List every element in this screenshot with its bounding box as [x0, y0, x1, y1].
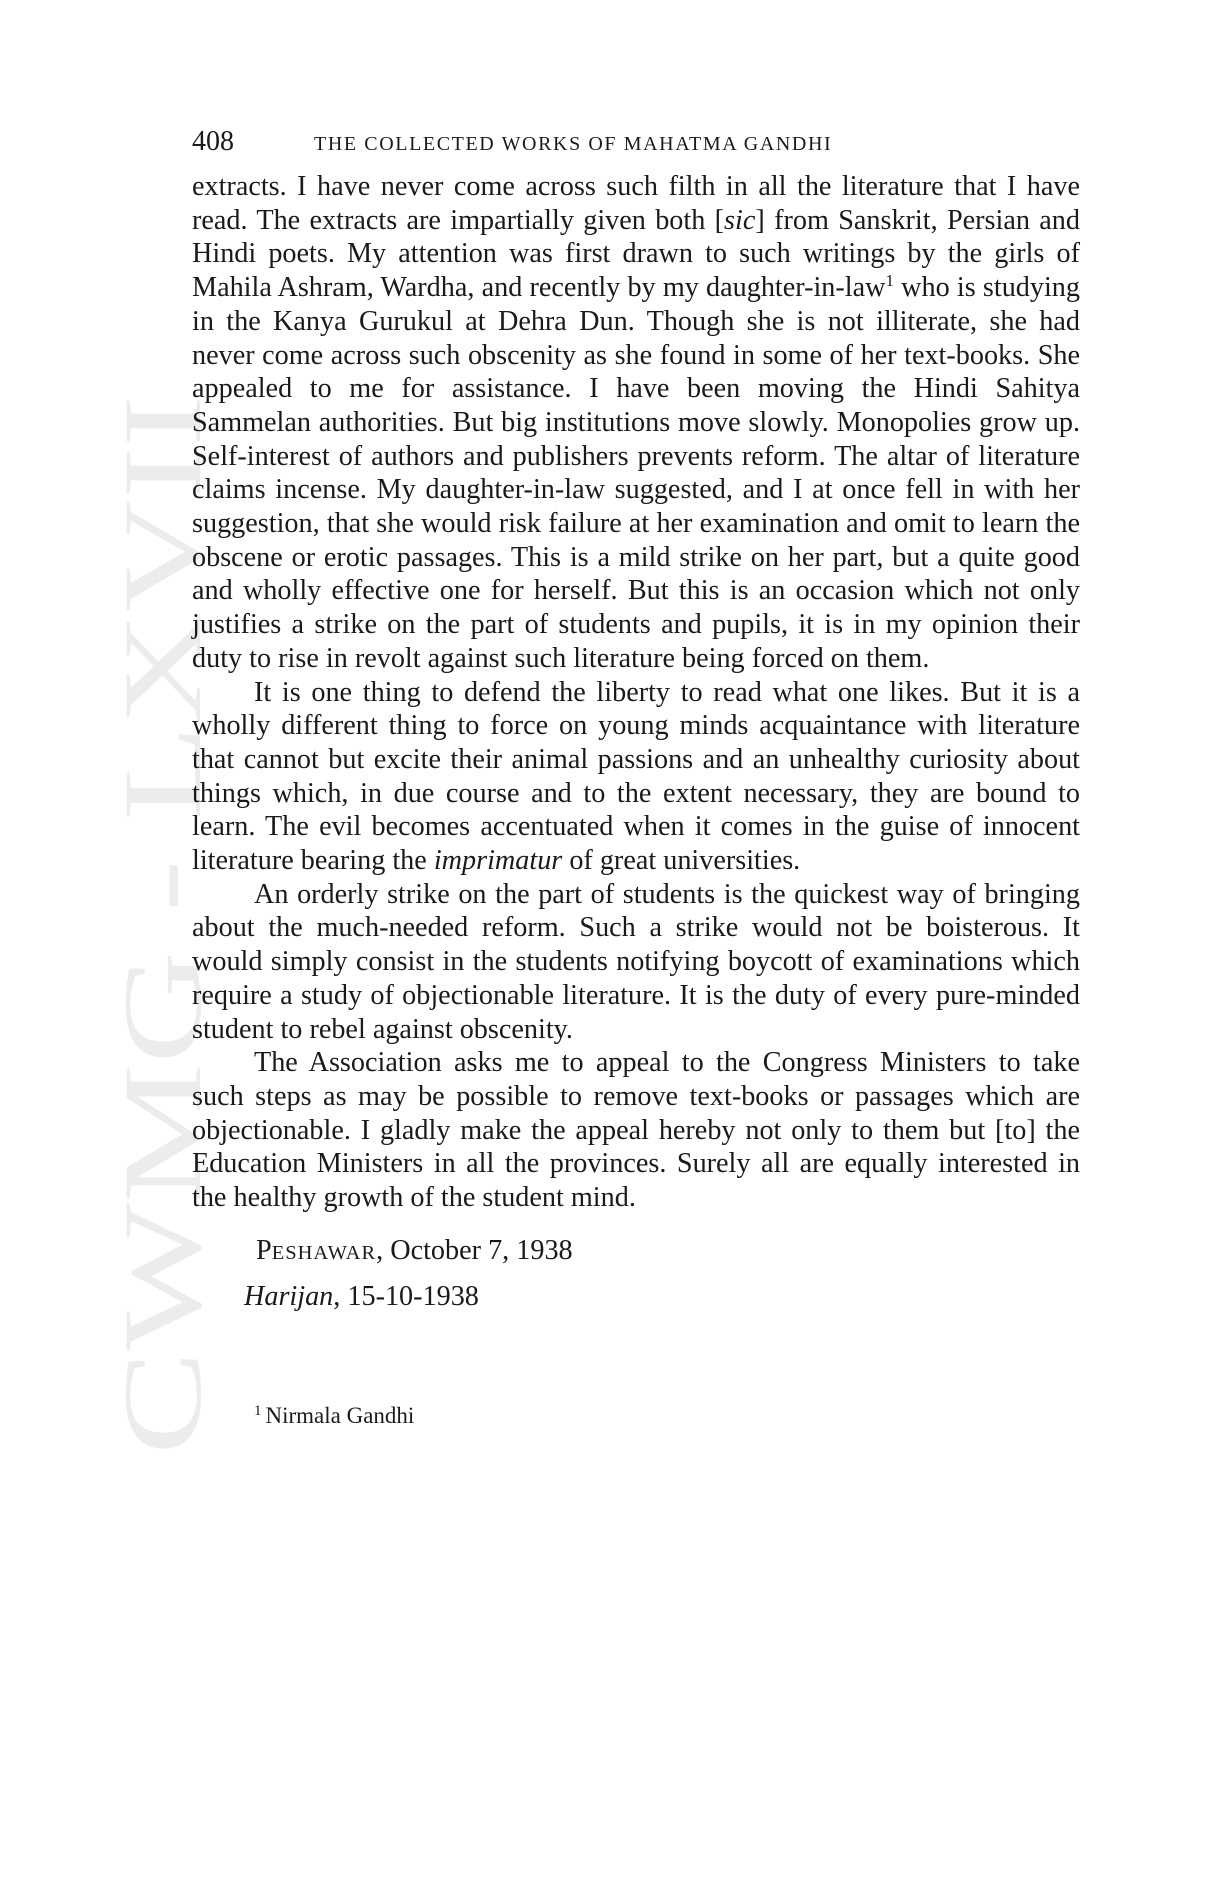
source-date: , 15-10-1938	[333, 1280, 479, 1312]
paragraph-1-text-a: extracts. I have never come across such filth in all the literature that I have read. The extracts are impartially given both [	[192, 171, 1080, 236]
dateline-place-initial: P	[256, 1234, 272, 1266]
dateline-date: , October 7, 1938	[376, 1234, 573, 1266]
paragraph-2	[192, 676, 1080, 878]
footnote-text: Nirmala Gandhi	[265, 1402, 415, 1428]
paragraph-2-text-b: of great universities.	[562, 845, 801, 877]
sic-note: sic	[724, 204, 756, 236]
page	[192, 126, 1080, 1431]
page-header	[192, 126, 1080, 170]
watermark-text: CWMG - LXVII	[101, 696, 225, 1455]
paragraph-4: The Association asks me to appeal to the Congress Ministers to take such steps as may be possible to remove text-books or passages which are objectionable. I gladly make the appeal hereby not only to them but [to] the Education Ministers in all the provinces. Surely all are equally interested in the healthy growth of the student mind.	[192, 1047, 1080, 1214]
imprimatur-term: imprimatur	[433, 845, 563, 877]
paragraph-1-text-c: who is studying in the Kanya Gurukul at Dehra Dun. Though she is not illiterate, she had never come across such obscenity as she found in some of her text-books. She appealed to me for assistance. I have been moving the Hindi Sahitya Sammelan authorities. But big institutions move slowly. Monopolies grow up. Self-interest of authors and publishers prevents reform. The altar of literature claims incense. My daughter-in-law suggested, and I at once fell in with her suggestion, that she would risk failure at her examination and omit to learn the obscene or erotic passages. This is a mild strike on her part, but a quite good and wholly effective one for herself. But this is an occasion which not only justifies a strike on the part of students and pupils, it is in my opinion their duty to rise in revolt against such literature being forced on them.	[192, 272, 1080, 674]
source-publication: Harijan	[244, 1280, 334, 1312]
page-number: 408	[192, 126, 234, 157]
dateline-place-rest: ESHAWAR	[271, 1241, 377, 1264]
source-citation	[244, 1275, 1080, 1319]
paragraph-1-text-b: ] from Sanskrit, Persian and Hindi poets. My attention was first drawn to such writings by the girls of Mahila Ashram, Wardha, and recently by my daughter-in-law	[192, 204, 1080, 304]
dateline	[256, 1229, 1080, 1275]
footnote-reference[interactable]: 1	[885, 271, 894, 291]
paragraph-1	[192, 170, 1080, 676]
paragraph-3: An orderly strike on the part of students is the quickest way of bringing about the much-needed reform. Such a strike would not be boisterous. It would simply consist in the students notifying boycott of examinations which require a study of objectionable literature. It is the duty of every pure-minded student to rebel against obscenity.	[192, 878, 1080, 1045]
running-head: THE COLLECTED WORKS OF MAHATMA GANDHI	[314, 133, 833, 155]
paragraph-2-text-a: It is one thing to defend the liberty to read what one likes. But it is a wholly different thing to force on young minds acquaintance with literature that cannot but excite their animal passions and an unhealthy curiosity about things which, in due course and to the extent necessary, they are bound to learn. The evil becomes accentuated when it comes in the guise of innocent literature bearing the	[192, 676, 1080, 877]
footnote	[254, 1401, 1080, 1431]
article-body	[192, 170, 1080, 1215]
footnote-marker: 1	[254, 1402, 262, 1419]
